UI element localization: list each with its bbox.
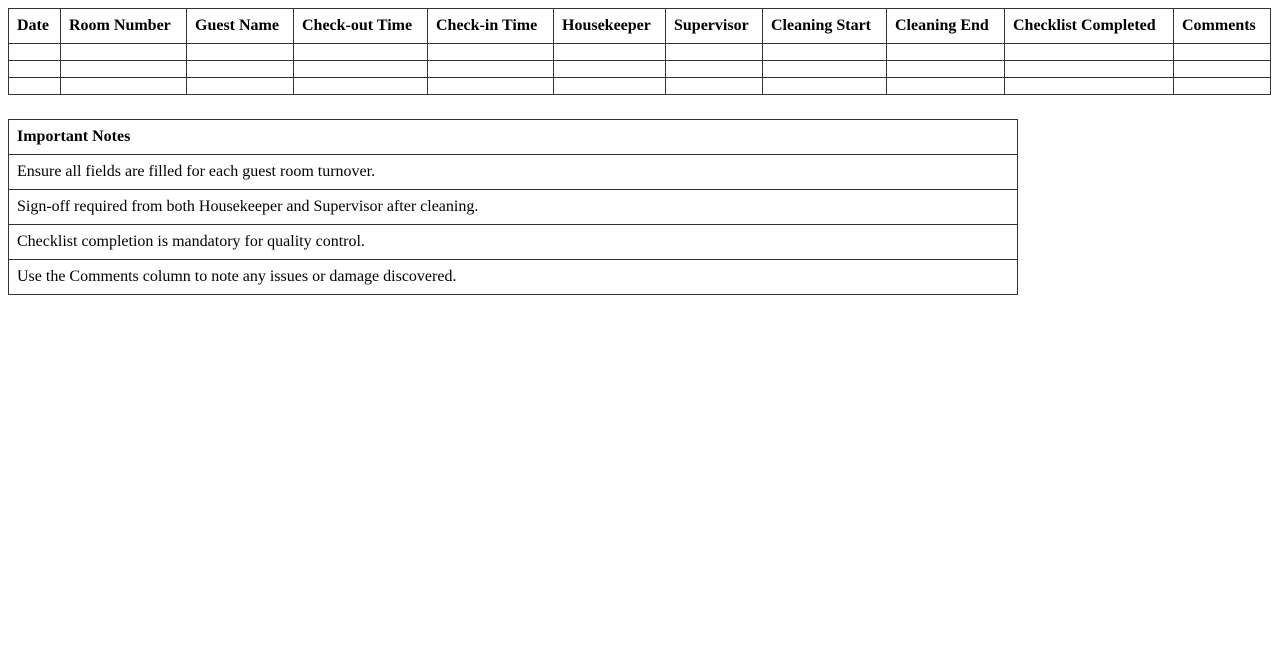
table-cell[interactable] [9, 61, 61, 78]
table-cell[interactable] [763, 61, 887, 78]
table-cell[interactable] [187, 44, 294, 61]
note-text: Use the Comments column to note any issues or damage discovered. [9, 260, 1018, 295]
table-cell[interactable] [1174, 61, 1271, 78]
table-cell[interactable] [294, 61, 428, 78]
table-cell[interactable] [666, 44, 763, 61]
table-cell[interactable] [554, 44, 666, 61]
table-cell[interactable] [294, 44, 428, 61]
column-header-check-in-time: Check-in Time [428, 9, 554, 44]
table-cell[interactable] [666, 78, 763, 95]
notes-title-row [9, 120, 1018, 155]
note-text: Ensure all fields are filled for each guest room turnover. [9, 155, 1018, 190]
table-cell[interactable] [1005, 44, 1174, 61]
column-header-room-number: Room Number [61, 9, 187, 44]
column-header-date: Date [9, 9, 61, 44]
table-cell[interactable] [9, 44, 61, 61]
table-cell[interactable] [294, 78, 428, 95]
table-cell[interactable] [763, 78, 887, 95]
table-cell[interactable] [1005, 61, 1174, 78]
note-text: Checklist completion is mandatory for quality control. [9, 225, 1018, 260]
table-cell[interactable] [187, 61, 294, 78]
header-row [9, 9, 1271, 44]
table-cell[interactable] [61, 61, 187, 78]
table-cell[interactable] [887, 61, 1005, 78]
important-notes-table [8, 119, 1018, 295]
table-cell[interactable] [61, 78, 187, 95]
table-row [9, 44, 1271, 61]
table-cell[interactable] [554, 78, 666, 95]
note-row [9, 190, 1018, 225]
table-cell[interactable] [187, 78, 294, 95]
table-cell[interactable] [1174, 44, 1271, 61]
turnover-log-table [8, 8, 1271, 95]
column-header-guest-name: Guest Name [187, 9, 294, 44]
column-header-supervisor: Supervisor [666, 9, 763, 44]
table-cell[interactable] [1174, 78, 1271, 95]
note-row [9, 260, 1018, 295]
note-row [9, 155, 1018, 190]
table-cell[interactable] [554, 61, 666, 78]
note-row [9, 225, 1018, 260]
table-row [9, 78, 1271, 95]
column-header-cleaning-end: Cleaning End [887, 9, 1005, 44]
note-text: Sign-off required from both Housekeeper and Supervisor after cleaning. [9, 190, 1018, 225]
table-cell[interactable] [763, 44, 887, 61]
column-header-comments: Comments [1174, 9, 1271, 44]
table-cell[interactable] [887, 78, 1005, 95]
table-cell[interactable] [1005, 78, 1174, 95]
column-header-checklist-completed: Checklist Completed [1005, 9, 1174, 44]
table-cell[interactable] [428, 78, 554, 95]
table-cell[interactable] [428, 61, 554, 78]
table-cell[interactable] [666, 61, 763, 78]
column-header-cleaning-start: Cleaning Start [763, 9, 887, 44]
notes-title: Important Notes [9, 120, 1018, 155]
table-cell[interactable] [887, 44, 1005, 61]
table-row [9, 61, 1271, 78]
column-header-housekeeper: Housekeeper [554, 9, 666, 44]
table-cell[interactable] [428, 44, 554, 61]
table-cell[interactable] [9, 78, 61, 95]
column-header-check-out-time: Check-out Time [294, 9, 428, 44]
table-cell[interactable] [61, 44, 187, 61]
